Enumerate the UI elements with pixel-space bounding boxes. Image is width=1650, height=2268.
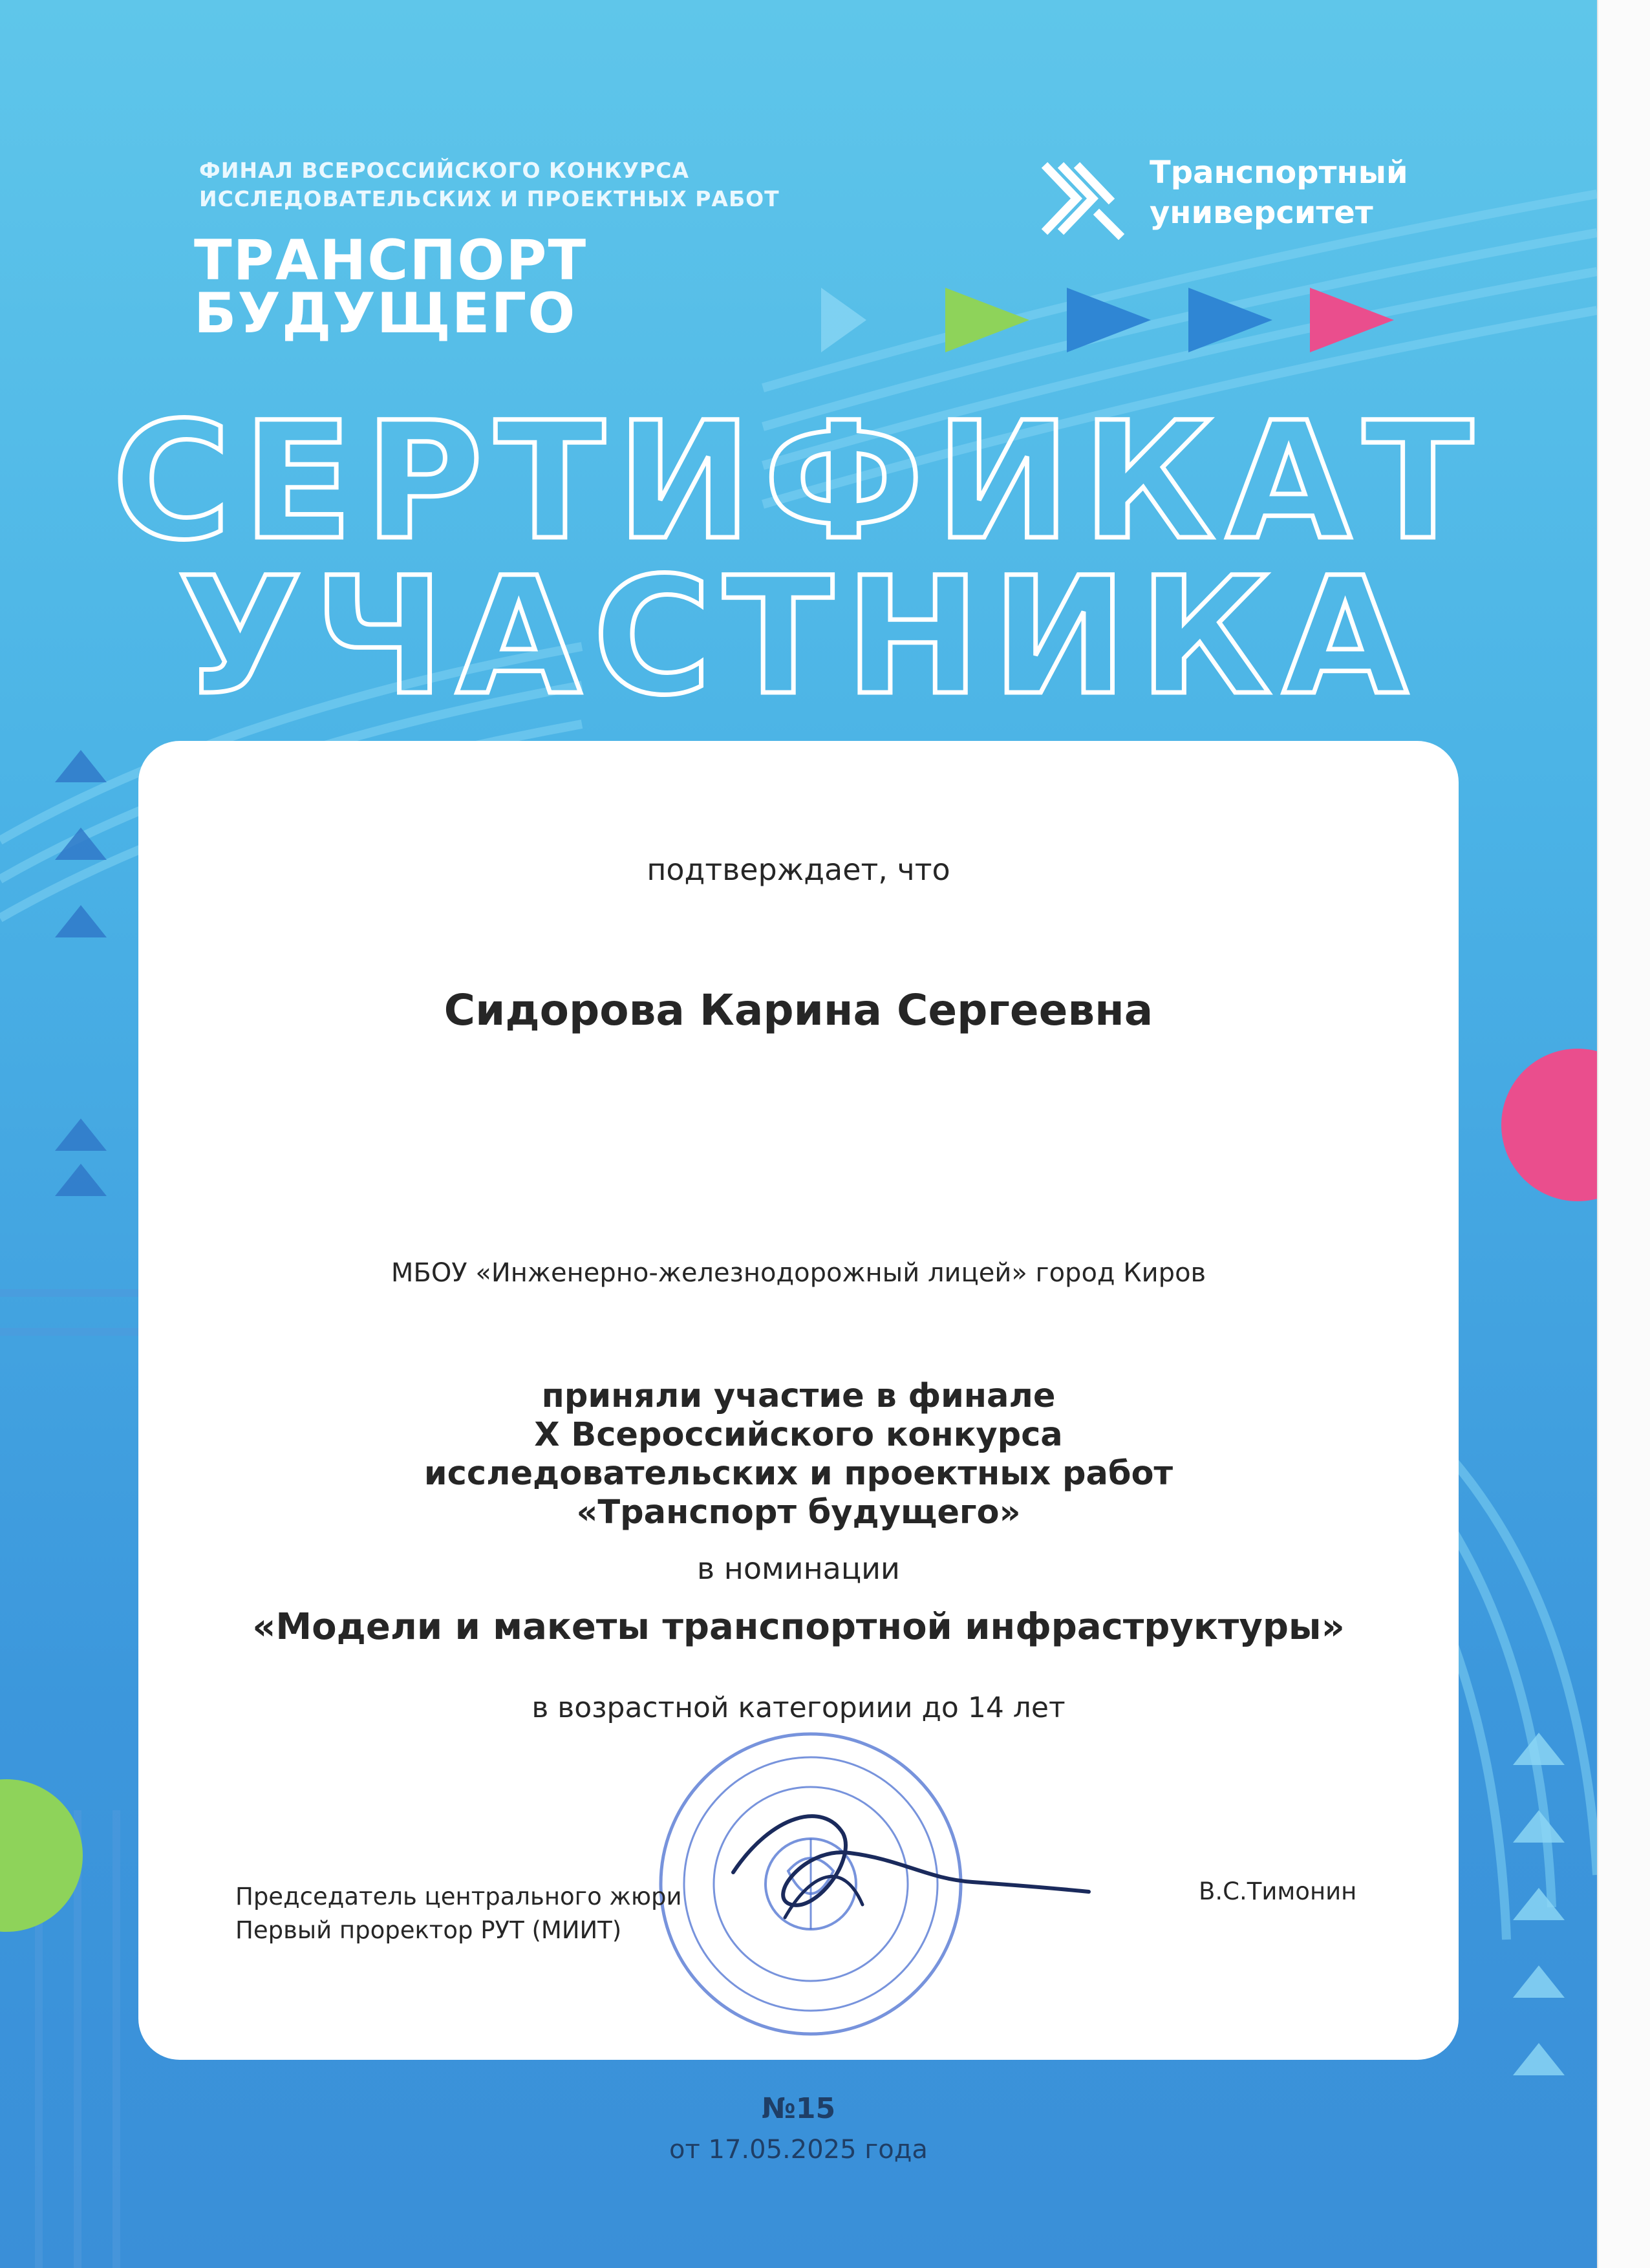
confirms-text: подтверждает, что bbox=[647, 852, 950, 887]
contest-subtitle-line: ИССЛЕДОВАТЕЛЬСКИХ И ПРОЕКТНЫХ РАБОТ bbox=[199, 186, 780, 211]
scan-margin bbox=[1597, 0, 1650, 2268]
certificate-number: №15 bbox=[761, 2092, 836, 2125]
school-name: МБОУ «Инженерно-железнодорожный лицей» город Киров bbox=[391, 1258, 1206, 1288]
certificate-subtitle: УЧАСТНИКА bbox=[177, 542, 1420, 731]
signatory-name: В.С.Тимонин bbox=[1199, 1878, 1357, 1905]
university-name bbox=[1150, 153, 1408, 233]
participation-line: X Всероссийского конкурса bbox=[534, 1416, 1063, 1454]
nomination-intro: в номинации bbox=[697, 1551, 900, 1586]
pink-circle bbox=[1501, 1049, 1597, 1201]
certificate-date: от 17.05.2025 года bbox=[669, 2135, 928, 2165]
participation-line: приняли участие в финале bbox=[541, 1377, 1056, 1415]
contest-title-line: ТРАНСПОРТ bbox=[194, 228, 588, 293]
certificate-title: СЕРТИФИКАТ bbox=[112, 387, 1485, 575]
contest-subtitle bbox=[199, 156, 780, 213]
university-logo-icon bbox=[1034, 150, 1131, 247]
participation-text bbox=[138, 1377, 1459, 1532]
participation-line: «Транспорт будущего» bbox=[576, 1493, 1021, 1532]
contest-title bbox=[194, 228, 588, 346]
contest-subtitle-line: ФИНАЛ ВСЕРОССИЙСКОГО КОНКУРСА bbox=[199, 158, 690, 183]
age-category: в возрастной категориии до 14 лет bbox=[531, 1691, 1066, 1724]
contest-title-line: БУДУЩЕГО bbox=[194, 281, 577, 346]
university-name-line: Транспортный bbox=[1150, 155, 1408, 191]
left-triangle-column bbox=[55, 750, 107, 1196]
university-name-line: университет bbox=[1150, 195, 1373, 231]
participant-name: Сидорова Карина Сергеевна bbox=[444, 985, 1153, 1035]
certificate-card bbox=[138, 741, 1459, 2060]
signatory-role-line: Первый проректор РУТ (МИИТ) bbox=[235, 1916, 622, 1944]
nomination-title: «Модели и макеты транспортной инфраструктуры» bbox=[252, 1606, 1345, 1648]
signatory-role-line: Председатель центрального жюри bbox=[235, 1883, 682, 1910]
signatory-role bbox=[235, 1880, 682, 1947]
participation-line: исследовательских и проектных работ bbox=[423, 1455, 1173, 1493]
signature-scribble bbox=[694, 1775, 1095, 1969]
green-circle bbox=[0, 1779, 83, 1932]
